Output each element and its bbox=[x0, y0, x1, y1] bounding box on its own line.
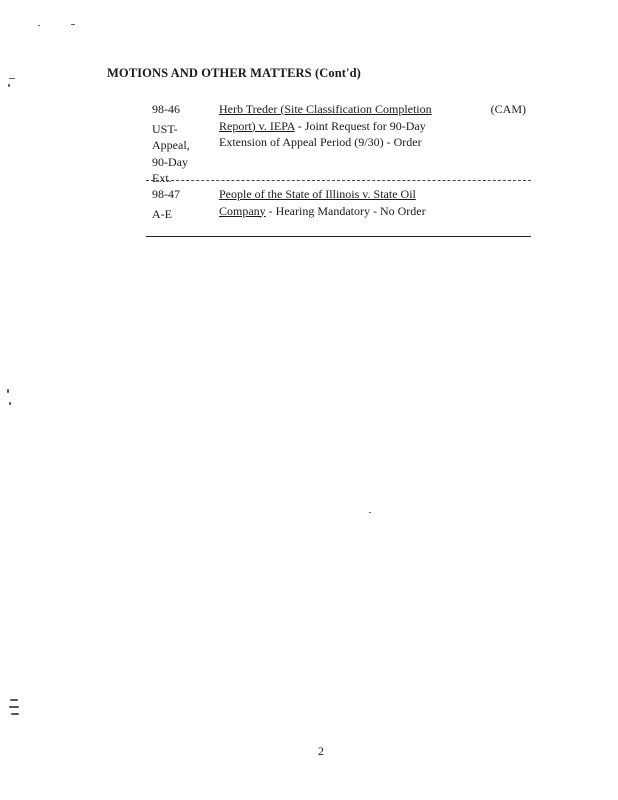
case-caption: Herb Treder (Site Classification Completion Report) v. IEPA bbox=[219, 102, 432, 133]
case-type: Appeal, bbox=[152, 138, 190, 152]
docket-number: 98-47 bbox=[152, 187, 180, 201]
docket-entry bbox=[148, 101, 530, 185]
case-type: A-E bbox=[152, 206, 172, 221]
case-type: Ext. bbox=[152, 171, 172, 185]
scan-speck bbox=[7, 389, 9, 393]
section-end-rule bbox=[146, 236, 531, 237]
case-action: - Joint Request for 90-Day Extension of Appeal Period (9/30) - Order bbox=[219, 118, 426, 149]
case-description bbox=[219, 101, 459, 151]
case-caption: People of the State of Illinois v. State Oil Company bbox=[219, 187, 416, 218]
scan-speck bbox=[8, 84, 10, 87]
scan-speck bbox=[11, 713, 19, 715]
attorney-initials: (CAM) bbox=[490, 102, 526, 116]
docket-entry bbox=[148, 186, 530, 234]
case-action: - Hearing Mandatory - No Order bbox=[265, 203, 426, 218]
entry-divider bbox=[146, 180, 531, 181]
section-heading: MOTIONS AND OTHER MATTERS (Cont'd) bbox=[107, 66, 361, 80]
scan-speck bbox=[369, 512, 371, 513]
scan-speck bbox=[71, 24, 75, 25]
scan-speck bbox=[9, 78, 15, 79]
docket-number: 98-46 bbox=[152, 102, 180, 116]
case-type: UST- bbox=[152, 121, 178, 136]
scan-speck bbox=[9, 706, 19, 708]
scan-speck bbox=[10, 699, 18, 701]
case-type: 90-Day bbox=[152, 154, 188, 169]
scan-speck bbox=[38, 25, 40, 26]
docket-column bbox=[152, 101, 212, 187]
scan-speck bbox=[9, 402, 11, 405]
page-number: 2 bbox=[318, 744, 324, 758]
docket-column bbox=[152, 186, 212, 222]
case-description bbox=[219, 186, 459, 219]
